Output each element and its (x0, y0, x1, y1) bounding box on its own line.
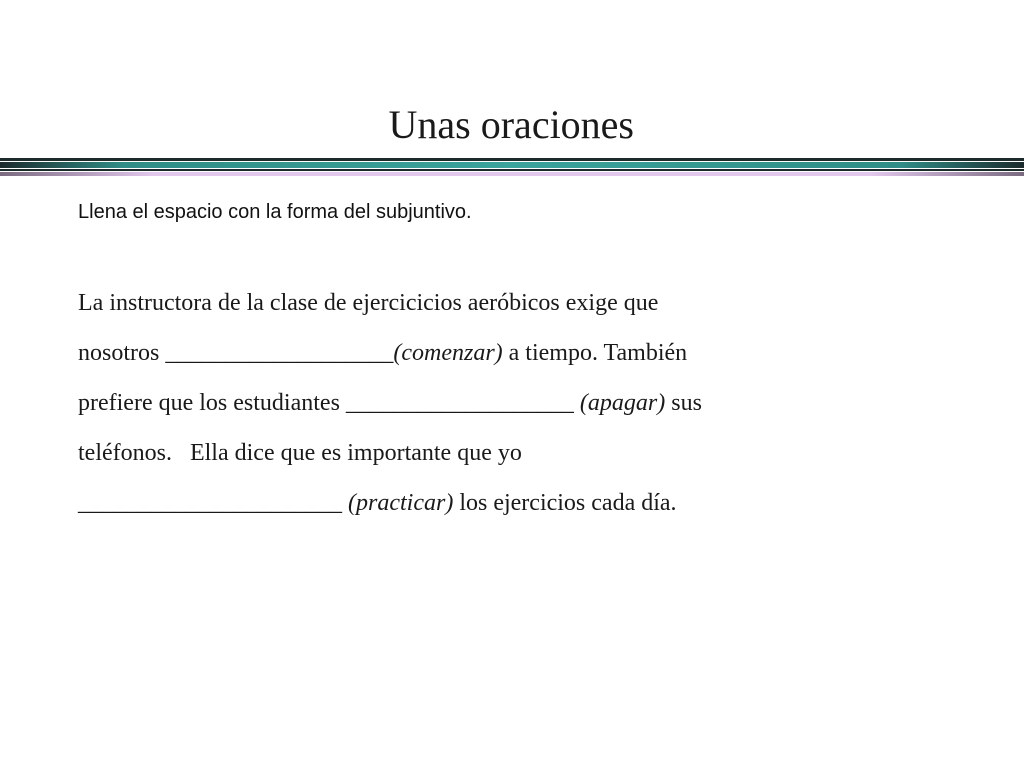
line-text: nosotros (78, 340, 166, 366)
exercise-line-3 (78, 378, 878, 428)
verb-hint-comenzar: (comenzar) (393, 340, 503, 366)
answer-blank-practicar: ______________________ (78, 490, 342, 516)
line-text: La instructora de la clase de ejercicicios aeróbicos exige que (78, 290, 659, 316)
exercise-line-4 (78, 428, 878, 478)
line-text: sus (665, 390, 702, 416)
divider-bar-lilac (0, 172, 1024, 176)
slide-title (0, 100, 1016, 150)
exercise-paragraph (78, 278, 878, 528)
slide-title-text: Unas oraciones (388, 102, 634, 147)
exercise-line-5 (78, 478, 878, 528)
instruction-text: Llena el espacio con la forma del subjuntivo. (78, 201, 472, 223)
line-text: los ejercicios cada día. (453, 490, 677, 516)
line-text: a tiempo. También (502, 340, 688, 366)
divider-bar-teal (0, 162, 1024, 168)
exercise-line-1 (78, 278, 878, 328)
answer-blank-comenzar: ___________________ (165, 340, 394, 366)
exercise-line-2 (78, 328, 878, 378)
answer-blank-apagar: ___________________ (345, 390, 574, 416)
title-divider (0, 157, 1024, 179)
divider-bar-dark (0, 169, 1024, 171)
verb-hint-practicar: (practicar) (348, 490, 454, 516)
divider-bar-top (0, 158, 1024, 161)
line-text: teléfonos. Ella dice que es importante que yo (78, 440, 522, 466)
line-text: prefiere que los estudiantes (78, 390, 346, 416)
verb-hint-apagar: (apagar) (579, 390, 666, 416)
